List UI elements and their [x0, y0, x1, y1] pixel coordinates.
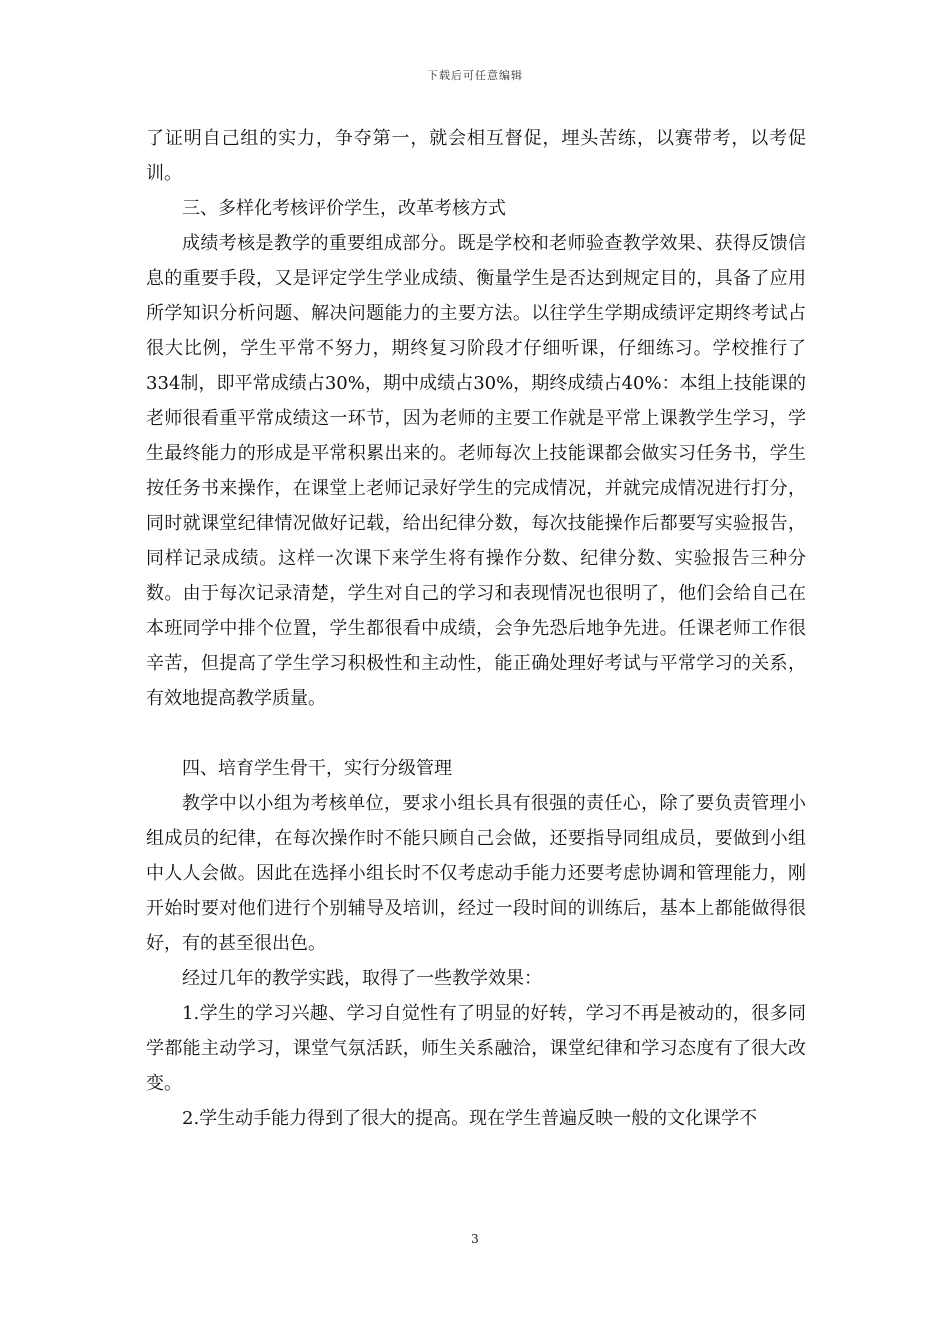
list-item-2: 2.学生动手能力得到了很大的提高。现在学生普遍反映一般的文化课学不 — [182, 1108, 758, 1129]
section-heading-3: 三、多样化考核评价学生，改革考核方式 — [182, 198, 506, 219]
paragraph-results-intro: 经过几年的教学实践，取得了一些教学效果： — [182, 968, 542, 989]
document-body — [146, 121, 806, 1136]
paragraph-group-leaders: 教学中以小组为考核单位，要求小组长具有很强的责任心，除了要负责管理小组成员的纪律，在每次操作时不能只顾自己会做，还要指导同组成员，要做到小组中人人会做。因此在选择小组长时不仅考虑动手能力还要考虑协调和管理能力，刚开始时要对他们进行个别辅导及培训，经过一段时间的训练后，基本上都能做得很好，有的甚至很出色。 — [146, 793, 806, 954]
page-header: 下载后可任意编辑 — [427, 69, 523, 82]
page-number: 3 — [471, 1232, 479, 1246]
paragraph-continuation: 了证明自己组的实力，争夺第一，就会相互督促，埋头苦练，以赛带考，以考促训。 — [146, 128, 806, 184]
list-item-1: 1.学生的学习兴趣、学习自觉性有了明显的好转，学习不再是被动的，很多同学都能主动学习，课堂气氛活跃，师生关系融洽，课堂纪律和学习态度有了很大改变。 — [146, 1003, 806, 1094]
section-heading-4: 四、培育学生骨干，实行分级管理 — [182, 758, 452, 779]
paragraph-assessment: 成绩考核是教学的重要组成部分。既是学校和老师验查教学效果、获得反馈信息的重要手段，又是评定学生学业成绩、衡量学生是否达到规定目的，具备了应用所学知识分析问题、解决问题能力的主要方法。以往学生学期成绩评定期终考试占很大比例，学生平常不努力，期终复习阶段才仔细听课，仔细练习。学校推行了334制，即平常成绩占30%，期中成绩占30%，期终成绩占40%：本组上技能课的老师很看重平常成绩这一环节，因为老师的主要工作就是平常上课教学生学习，学生最终能力的形成是平常积累出来的。老师每次上技能课都会做实习任务书，学生按任务书来操作，在课堂上老师记录好学生的完成情况，并就完成情况进行打分，同时就课堂纪律情况做好记载，给出纪律分数，每次技能操作后都要写实验报告，同样记录成绩。这样一次课下来学生将有操作分数、纪律分数、实验报告三种分数。由于每次记录清楚，学生对自己的学习和表现情况也很明了，他们会给自己在本班同学中排个位置，学生都很看中成绩，会争先恐后地争先进。任课老师工作很辛苦，但提高了学生学习积极性和主动性，能正确处理好考试与平常学习的关系，有效地提高教学质量。 — [146, 233, 806, 709]
